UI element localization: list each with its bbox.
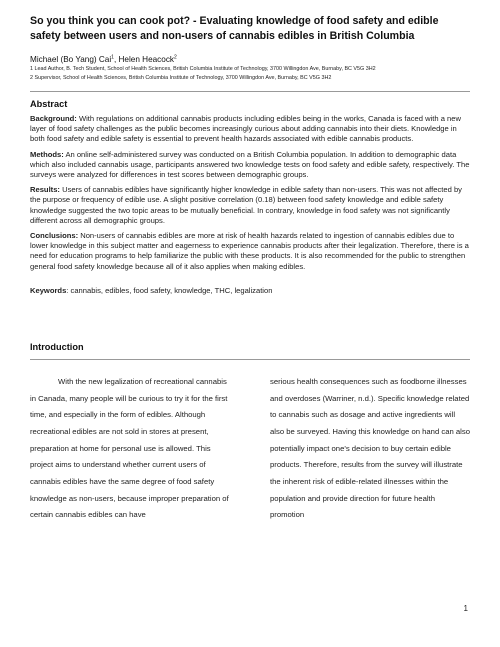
abstract-background [30,114,470,145]
introduction-paragraph-right: serious health consequences such as foodborne illnesses and overdoses (Warriner, n.d.). Specific knowledge related to cannabis such as dosage and active ingredients will also be surveyed. Having this knowledge on hand can also potentially impact one's decision to buy certain edible products. Therefore, results from the survey will illustrate the inherent risk of edible-related illnesses within the population and provide direction for future health promotion [270,376,471,520]
author-2-marker: 2 [174,54,177,61]
introduction-column-left [30,374,230,524]
background-text: With regulations on additional cannabis products including edibles being in the works, Canada is faced with a new layer of food safety challenges as the public becomes increasingly curious about adding cannabis into their diets. Knowledge in both food safety and edible safety is essential to prevent health hazards associated with edible cannabis products. [30,114,461,144]
methods-label: Methods: [30,149,64,159]
keywords-line [30,286,470,295]
results-label: Results: [30,185,60,195]
keywords-text: : cannabis, edibles, food safety, knowledge, THC, legalization [66,285,273,295]
methods-text: An online self-administered survey was conducted on a British Columbia population. In addition to demographic data which also included cannabis usage, participants answered two knowledge tests on food safety and edible safety, respectively. The surveys were analyzed for differences in test scores between demographic groups. [30,149,470,180]
paper-title: So you think you can cook pot? - Evaluating knowledge of food safety and edible safety between users and non-users of cannabis edibles in British Columbia [30,15,439,42]
abstract-conclusions [30,231,470,272]
page-number: 1 [463,604,468,613]
author-2: Helen Heacock [118,55,175,64]
introduction-paragraph-left: With the new legalization of recreational cannabis in Canada, many people will be curious to try it for the first time, and especially in the form of edibles. Although recreational edibles are not sold in stores at present, preparation at home for personal use is allowed. This project aims to understand whether current users of cannabis edibles have the same degree of food safety knowledge as non-users, because improper preparation of certain cannabis edibles can have [30,376,229,520]
abstract-heading: Abstract [30,99,68,109]
author-1-marker: 1 [111,54,114,61]
abstract-methods [30,150,470,181]
introduction-body [30,374,470,524]
introduction-heading: Introduction [30,341,84,352]
keywords-label: Keywords [30,285,67,295]
header-divider [30,91,470,92]
author-1: Michael (Bo Yang) Cai [30,55,112,64]
introduction-divider [30,359,470,360]
introduction-column-right [270,374,470,524]
affiliation-2: 2 Supervisor, School of Health Sciences, British Columbia Institute of Technology, 3700 Willingdon Ave, Burnaby, BC V5G 3H2 [30,75,332,81]
abstract-results [30,185,470,226]
author-separator: , [113,55,119,64]
author-line [30,54,470,65]
results-text: Users of cannabis edibles have significantly higher knowledge in edible safety than non-users. This was not affected by the purpose or frequency of edible use. A slight positive correlation (0.18) between food safety knowledge and edible safety knowledge suggested the two topic areas to be mutually beneficial. In contrary, knowledge in food safety was not significantly different across all demographic groups. [30,185,462,225]
affiliation-1: 1 Lead Author, B. Tech Student, School of Health Sciences, British Columbia Institute of Technology, 3700 Willingdon Ave, Burnaby, BC V5G 3H2 [30,66,376,72]
conclusions-text: Non-users of cannabis edibles are more at risk of health hazards related to ingestion of cannabis edibles due to lower knowledge in this subject matter and eagerness to experience cannabis products after their legalization. Therefore, there is a need for education programs to help familiarize the public with these products. It is also recommended for the public to strengthen general food safety knowledge because all of it also applies when making edibles. [30,231,469,271]
background-label: Background: [30,114,77,123]
conclusions-label: Conclusions: [30,231,79,241]
